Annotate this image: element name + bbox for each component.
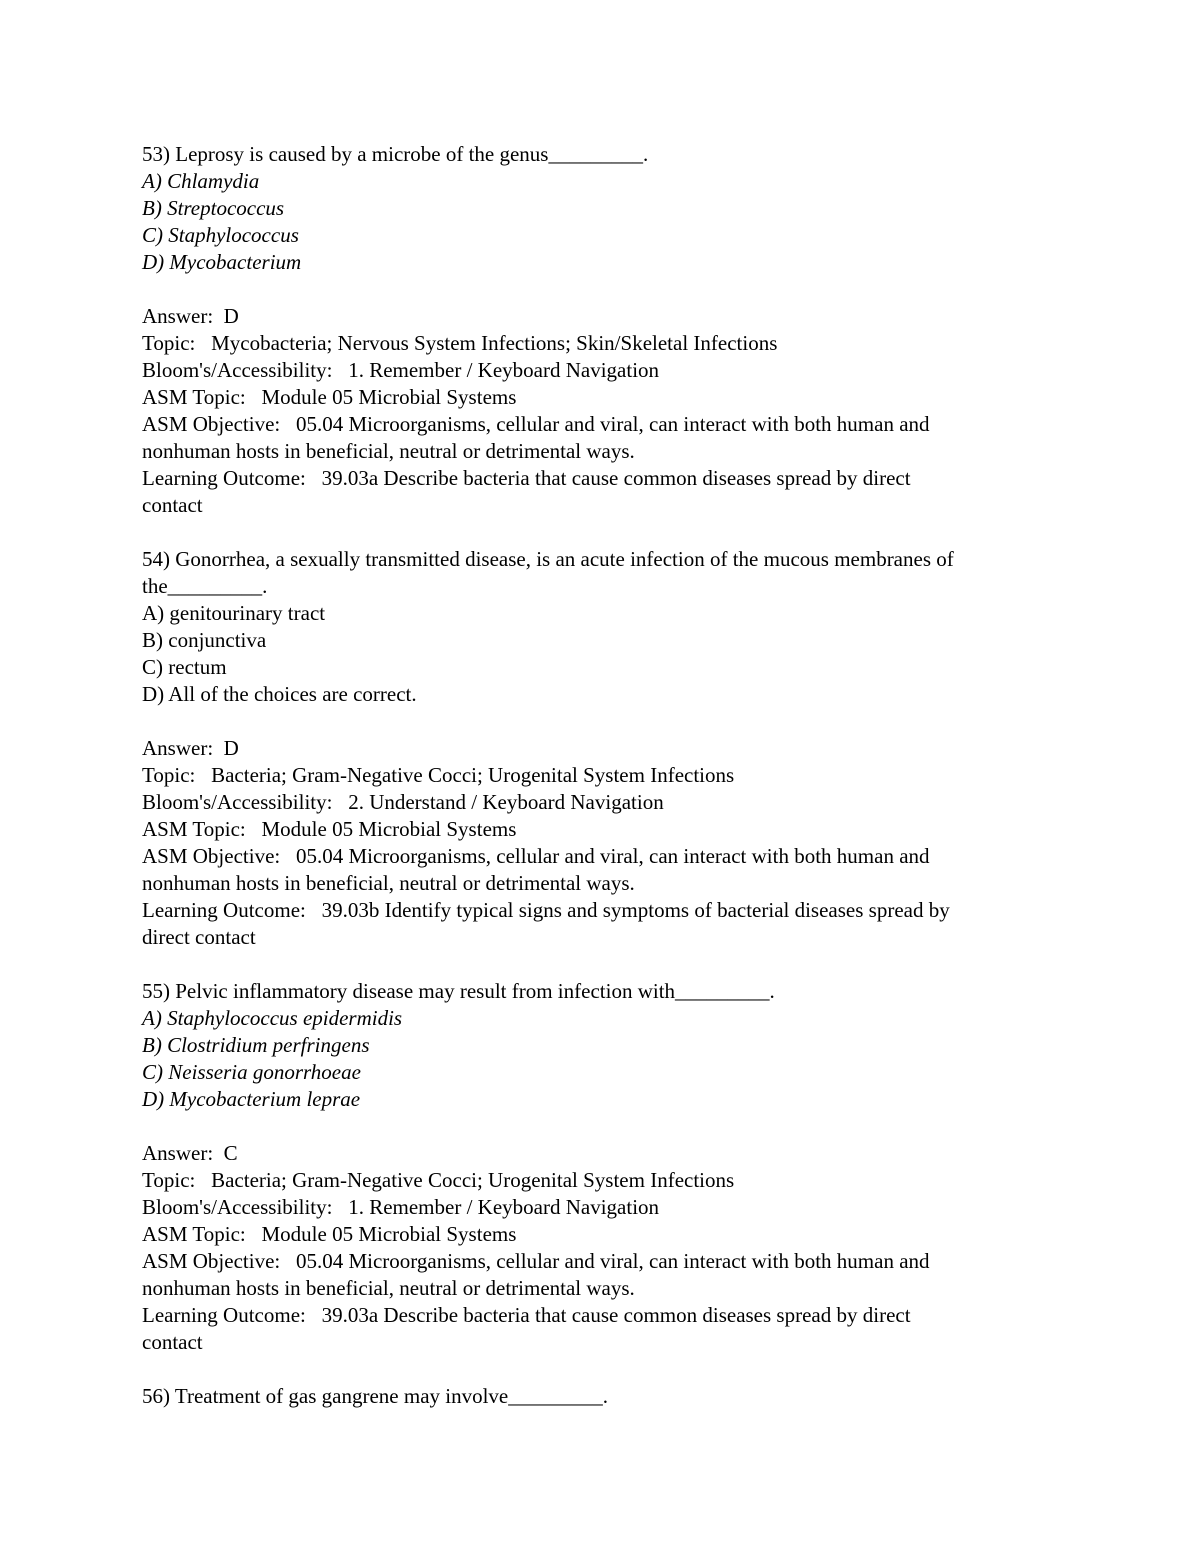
question-stem: 54) Gonorrhea, a sexually transmitted disease, is an acute infection of the mucous membranes of (142, 547, 954, 571)
question-stem-cont: the_________. (142, 574, 268, 598)
topic: Topic: Bacteria; Gram-Negative Cocci; Urogenital System Infections (142, 1168, 735, 1192)
spacer (142, 276, 1062, 303)
choice-c: C) Staphylococcus (142, 223, 299, 247)
asm-objective: ASM Objective: 05.04 Microorganisms, cellular and viral, can interact with both human and (142, 1249, 930, 1273)
choice-c: C) Neisseria gonorrhoeae (142, 1060, 361, 1084)
choice-d: D) All of the choices are correct. (142, 682, 417, 706)
question-55 (142, 978, 1062, 1356)
choice-c: C) rectum (142, 655, 227, 679)
choice-a: A) genitourinary tract (142, 601, 326, 625)
document-page (142, 141, 1062, 1410)
question-stem: 55) Pelvic inflammatory disease may result from infection with_________. (142, 979, 775, 1003)
learning-outcome: Learning Outcome: 39.03b Identify typical signs and symptoms of bacterial diseases spread by (142, 898, 950, 922)
choice-d: D) Mycobacterium leprae (142, 1087, 361, 1111)
asm-objective: ASM Objective: 05.04 Microorganisms, cellular and viral, can interact with both human and (142, 412, 930, 436)
asm-topic: ASM Topic: Module 05 Microbial Systems (142, 385, 517, 409)
answer: Answer: D (142, 736, 239, 760)
choice-b: B) Streptococcus (142, 196, 285, 220)
learning-outcome-cont: direct contact (142, 925, 256, 949)
blooms: Bloom's/Accessibility: 1. Remember / Keyboard Navigation (142, 358, 660, 382)
choice-d: D) Mycobacterium (142, 250, 302, 274)
asm-objective-cont: nonhuman hosts in beneficial, neutral or detrimental ways. (142, 1276, 635, 1300)
spacer (142, 951, 1062, 978)
question-53 (142, 141, 1062, 519)
answer: Answer: C (142, 1141, 238, 1165)
topic: Topic: Mycobacteria; Nervous System Infections; Skin/Skeletal Infections (142, 331, 778, 355)
topic: Topic: Bacteria; Gram-Negative Cocci; Urogenital System Infections (142, 763, 735, 787)
asm-objective-cont: nonhuman hosts in beneficial, neutral or detrimental ways. (142, 871, 635, 895)
spacer (142, 1113, 1062, 1140)
asm-objective-cont: nonhuman hosts in beneficial, neutral or detrimental ways. (142, 439, 635, 463)
spacer (142, 519, 1062, 546)
asm-objective: ASM Objective: 05.04 Microorganisms, cellular and viral, can interact with both human and (142, 844, 930, 868)
choice-a: A) Staphylococcus epidermidis (142, 1006, 403, 1030)
question-54 (142, 546, 1062, 951)
asm-topic: ASM Topic: Module 05 Microbial Systems (142, 817, 517, 841)
blooms: Bloom's/Accessibility: 2. Understand / Keyboard Navigation (142, 790, 664, 814)
choice-b: B) Clostridium perfringens (142, 1033, 370, 1057)
asm-topic: ASM Topic: Module 05 Microbial Systems (142, 1222, 517, 1246)
blooms: Bloom's/Accessibility: 1. Remember / Keyboard Navigation (142, 1195, 660, 1219)
answer: Answer: D (142, 304, 239, 328)
spacer (142, 1356, 1062, 1383)
learning-outcome-cont: contact (142, 493, 203, 517)
question-stem: 53) Leprosy is caused by a microbe of the genus_________. (142, 142, 649, 166)
question-stem: 56) Treatment of gas gangrene may involve_________. (142, 1384, 608, 1408)
learning-outcome-cont: contact (142, 1330, 203, 1354)
question-56 (142, 1383, 1062, 1410)
choice-b: B) conjunctiva (142, 628, 267, 652)
choice-a: A) Chlamydia (142, 169, 260, 193)
spacer (142, 708, 1062, 735)
learning-outcome: Learning Outcome: 39.03a Describe bacteria that cause common diseases spread by direct (142, 1303, 911, 1327)
learning-outcome: Learning Outcome: 39.03a Describe bacteria that cause common diseases spread by direct (142, 466, 911, 490)
